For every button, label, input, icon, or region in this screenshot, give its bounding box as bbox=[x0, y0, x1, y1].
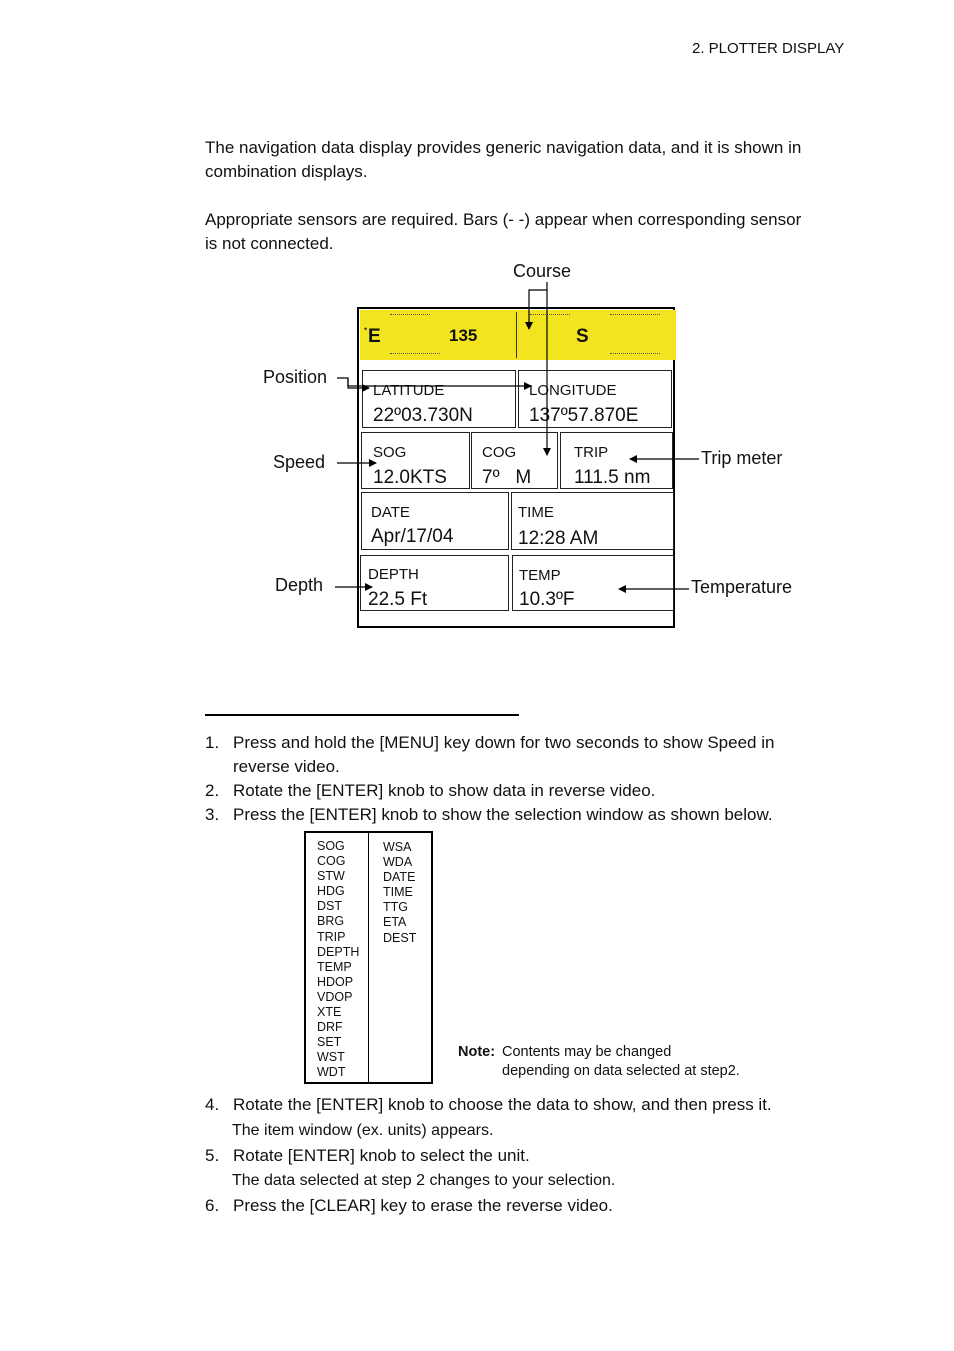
depth-callout: Depth bbox=[275, 575, 324, 595]
sog-title: SOG bbox=[373, 444, 407, 461]
step-text: Press the [ENTER] knob to show the selection window as shown below. bbox=[233, 805, 773, 824]
sog-value: 12.0KTS bbox=[373, 467, 447, 488]
cog-title: COG bbox=[482, 444, 517, 461]
step-6 bbox=[205, 1194, 865, 1218]
longitude-value: 137º57.870E bbox=[529, 405, 639, 426]
selection-item: TTG bbox=[383, 900, 408, 915]
date-title: DATE bbox=[371, 504, 410, 521]
note bbox=[458, 1043, 788, 1081]
step-text: Rotate [ENTER] knob to select the unit. bbox=[233, 1146, 530, 1165]
trip-title: TRIP bbox=[574, 444, 609, 461]
selection-divider bbox=[368, 833, 369, 1082]
course-callout: Course bbox=[513, 261, 572, 281]
compass-heading-value: 135 bbox=[449, 326, 478, 345]
section-header: 2. PLOTTER DISPLAY bbox=[692, 40, 845, 57]
step-number: 3. bbox=[205, 805, 220, 824]
selection-item: HDOP bbox=[317, 974, 354, 989]
selection-window bbox=[304, 831, 433, 1084]
step-text: Rotate the [ENTER] knob to show data in reverse video. bbox=[233, 781, 656, 800]
selection-item: DRF bbox=[317, 1020, 343, 1035]
compass-right-label: S bbox=[576, 326, 589, 347]
time-title: TIME bbox=[518, 504, 554, 521]
selection-item: ETA bbox=[383, 915, 407, 930]
course-arrow-compass bbox=[529, 290, 547, 329]
selection-left-column bbox=[317, 839, 359, 1081]
date-value: Apr/17/04 bbox=[371, 526, 454, 547]
step-4-sub: The item window (ex. units) appears. bbox=[232, 1122, 494, 1139]
cog-value: 7º M bbox=[482, 467, 532, 488]
note-label: Note: bbox=[458, 1044, 496, 1060]
selection-item: VDOP bbox=[317, 989, 353, 1004]
step-4 bbox=[205, 1093, 865, 1117]
selection-item: BRG bbox=[317, 914, 345, 929]
step-text: Press the [CLEAR] key to erase the reverse video. bbox=[233, 1196, 613, 1215]
depth-title: DEPTH bbox=[368, 566, 419, 583]
selection-item: HDG bbox=[317, 884, 345, 899]
depth-value: 22.5 Ft bbox=[368, 589, 428, 610]
selection-item: SOG bbox=[317, 839, 345, 853]
selection-item: DEPTH bbox=[317, 944, 360, 959]
selection-item: SET bbox=[317, 1035, 342, 1050]
trip-value: 111.5 nm bbox=[574, 467, 651, 488]
step-text: Press and hold the [MENU] key down for two seconds to show Speed in bbox=[233, 733, 775, 752]
step-1 bbox=[205, 731, 865, 779]
time-value: 12:28 AM bbox=[518, 528, 599, 549]
step-number: 6. bbox=[205, 1196, 220, 1215]
step-text: reverse video. bbox=[233, 757, 340, 776]
selection-item: DST bbox=[317, 899, 342, 914]
position-callout: Position bbox=[263, 367, 328, 387]
speed-callout: Speed bbox=[273, 452, 326, 472]
intro-p1-line1: The navigation data display provides generic navigation data, and it is shown in bbox=[205, 138, 802, 157]
step-number: 1. bbox=[205, 733, 220, 752]
selection-item: TIME bbox=[383, 885, 413, 900]
section-rule bbox=[205, 714, 519, 716]
selection-item: DEST bbox=[383, 930, 417, 945]
selection-item: COG bbox=[317, 854, 346, 869]
trip-callout: Trip meter bbox=[701, 448, 783, 468]
step-5-sub: The data selected at step 2 changes to your selection. bbox=[232, 1172, 616, 1189]
selection-item: XTE bbox=[317, 1005, 342, 1020]
intro-p2-line2: is not connected. bbox=[205, 234, 334, 253]
step-2 bbox=[205, 779, 865, 803]
position-arrow-lon bbox=[348, 378, 531, 386]
temperature-callout: Temperature bbox=[691, 577, 793, 597]
intro-p2-line1: Appropriate sensors are required. Bars (- -) appear when corresponding sensor bbox=[205, 210, 802, 229]
step-number: 2. bbox=[205, 781, 220, 800]
selection-item: STW bbox=[317, 869, 345, 884]
selection-item: WSA bbox=[383, 840, 412, 854]
step-5 bbox=[205, 1144, 865, 1168]
temp-value: 10.3ºF bbox=[519, 589, 575, 610]
step-text: Rotate the [ENTER] knob to choose the data to show, and then press it. bbox=[233, 1095, 772, 1114]
compass-bar: • E 135 S bbox=[360, 310, 676, 360]
selection-item: DATE bbox=[383, 870, 416, 885]
note-line2: depending on data selected at step2. bbox=[502, 1063, 740, 1079]
selection-item: TRIP bbox=[317, 929, 346, 944]
latitude-title: LATITUDE bbox=[373, 382, 445, 399]
note-line1: Contents may be changed bbox=[502, 1044, 672, 1060]
intro-p1-line2: combination displays. bbox=[205, 162, 368, 181]
step-number: 5. bbox=[205, 1146, 220, 1165]
longitude-title: LONGITUDE bbox=[529, 382, 617, 399]
selection-item: WDT bbox=[317, 1065, 346, 1080]
selection-item: WDA bbox=[383, 855, 413, 870]
temp-title: TEMP bbox=[519, 567, 561, 584]
latitude-value: 22º03.730N bbox=[373, 405, 473, 426]
selection-item: WST bbox=[317, 1050, 345, 1065]
compass-left-label: E bbox=[368, 326, 381, 347]
selection-right-column bbox=[383, 840, 416, 946]
selection-item: TEMP bbox=[317, 959, 352, 974]
step-3 bbox=[205, 803, 865, 827]
step-number: 4. bbox=[205, 1095, 220, 1114]
